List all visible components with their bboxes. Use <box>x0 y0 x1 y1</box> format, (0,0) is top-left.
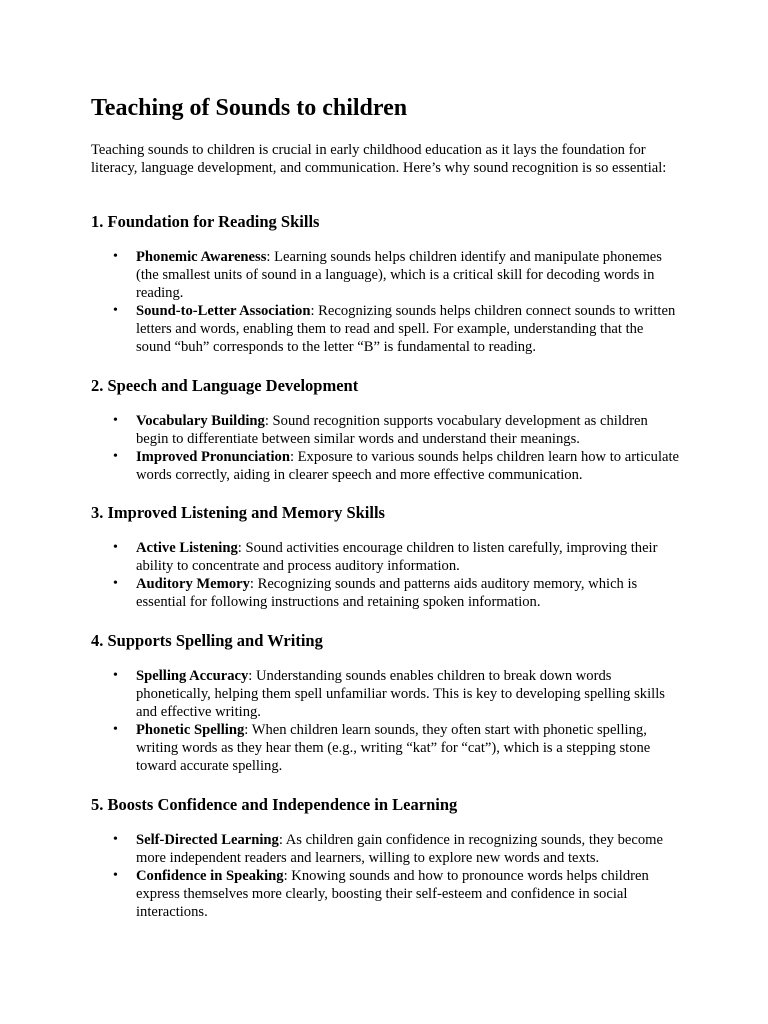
section-heading: 4. Supports Spelling and Writing <box>91 631 323 650</box>
bullet-list <box>91 831 681 921</box>
item-text: : Learning sounds helps children identify and manipulate phonemes (the smallest units of sound in a language), which is a critical skill for decoding words in reading. <box>136 249 662 301</box>
section-heading: 3. Improved Listening and Memory Skills <box>91 503 385 522</box>
list-item <box>91 831 681 867</box>
list-item <box>91 448 681 484</box>
bullet-icon: • <box>113 868 118 883</box>
item-term: Sound-to-Letter Association <box>136 303 311 319</box>
item-term: Vocabulary Building <box>136 413 265 429</box>
list-item <box>91 667 681 721</box>
list-item <box>91 302 681 356</box>
list-item <box>91 575 681 611</box>
item-term: Active Listening <box>136 540 238 556</box>
item-text: : Recognizing sounds helps children connect sounds to written letters and words, enabling them to read and spell. For example, understanding that the sound “buh” corresponds to the letter “B” is fundamental to reading. <box>136 303 676 355</box>
item-text: : Sound activities encourage children to listen carefully, improving their ability to concentrate and process auditory information. <box>136 540 658 574</box>
section-heading: 1. Foundation for Reading Skills <box>91 212 320 231</box>
bullet-icon: • <box>113 832 118 847</box>
list-item <box>91 867 681 921</box>
bullet-list <box>91 667 681 775</box>
item-text: : When children learn sounds, they often start with phonetic spelling, writing words as they hear them (e.g., writing “kat” for “cat”), which is a stepping stone toward accurate spelling. <box>136 722 651 774</box>
list-item <box>91 248 681 302</box>
list-item <box>91 412 681 448</box>
section-5 <box>91 794 681 921</box>
list-item <box>91 721 681 775</box>
page-title: Teaching of Sounds to children <box>91 95 408 121</box>
section-3 <box>91 502 681 611</box>
bullet-icon: • <box>113 413 118 428</box>
bullet-icon: • <box>113 449 118 464</box>
section-heading: 5. Boosts Confidence and Independence in Learning <box>91 795 458 814</box>
bullet-icon: • <box>113 540 118 555</box>
section-4 <box>91 630 681 775</box>
item-text: : As children gain confidence in recognizing sounds, they become more independent readers and learners, willing to explore new words and texts. <box>136 832 664 866</box>
item-term: Phonetic Spelling <box>136 722 245 738</box>
bullet-icon: • <box>113 249 118 264</box>
item-text: : Understanding sounds enables children to break down words phonetically, helping them spell unfamiliar words. This is key to developing spelling skills and effective writing. <box>136 668 665 720</box>
section-heading: 2. Speech and Language Development <box>91 376 359 395</box>
list-item <box>91 539 681 575</box>
item-term: Self-Directed Learning <box>136 832 279 848</box>
item-text: : Recognizing sounds and patterns aids auditory memory, which is essential for following instructions and retaining spoken information. <box>136 576 638 610</box>
item-term: Auditory Memory <box>136 576 250 592</box>
bullet-icon: • <box>113 303 118 318</box>
item-term: Spelling Accuracy <box>136 668 249 684</box>
bullet-list <box>91 248 681 356</box>
section-2 <box>91 375 681 484</box>
bullet-icon: • <box>113 576 118 591</box>
bullet-icon: • <box>113 668 118 683</box>
bullet-list <box>91 412 681 484</box>
item-term: Confidence in Speaking <box>136 868 284 884</box>
section-1 <box>91 211 681 356</box>
item-text: : Knowing sounds and how to pronounce words helps children express themselves more clearly, boosting their self-esteem and confidence in social interactions. <box>136 868 649 920</box>
item-text: : Exposure to various sounds helps children learn how to articulate words correctly, aiding in clearer speech and more effective communication. <box>136 449 680 483</box>
item-term: Phonemic Awareness <box>136 249 267 265</box>
bullet-icon: • <box>113 722 118 737</box>
item-text: : Sound recognition supports vocabulary development as children begin to differentiate between similar words and understand their meanings. <box>136 413 648 447</box>
intro-paragraph: Teaching sounds to children is crucial in early childhood education as it lays the foundation for literacy, language development, and communication. Here’s why sound recognition is so essential: <box>91 142 667 176</box>
bullet-list <box>91 539 681 611</box>
item-term: Improved Pronunciation <box>136 449 290 465</box>
